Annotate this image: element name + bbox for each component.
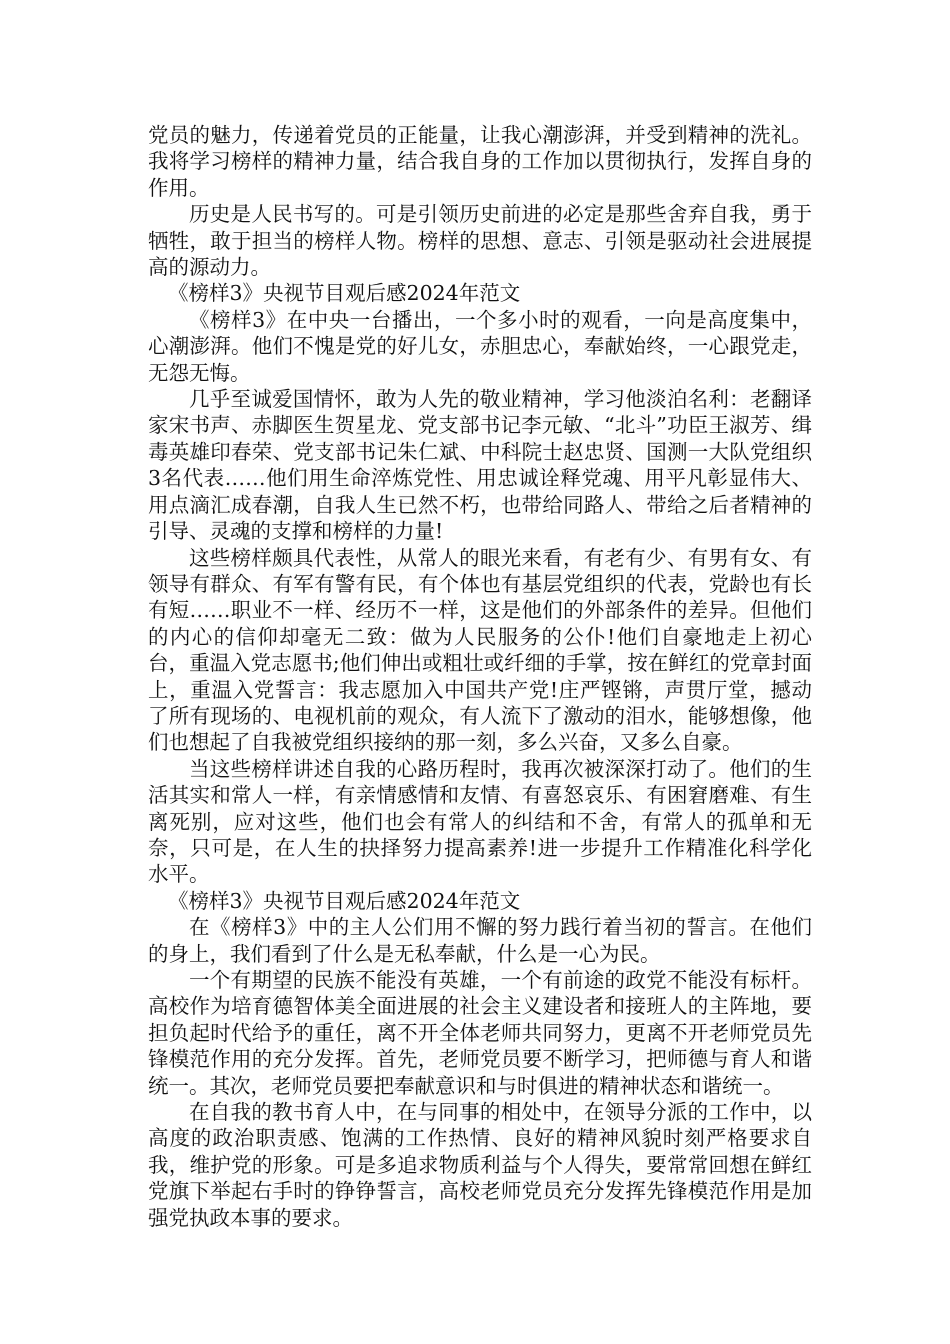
paragraph: 在自我的教书育人中，在与同事的相处中，在领导分派的工作中，以高度的政治职责感、饱满的工作热情、良好的精神风貌时刻严格要求自我，维护党的形象。可是多追求物质利益与个人得失，要常常回想在鲜红党旗下举起右手时的铮铮誓言，高校老师党员充分发挥先锋模范作用是加强党执政本事的要求。 [148,1100,812,1230]
paragraph: 一个有期望的民族不能没有英雄，一个有前途的政党不能没有标杆。高校作为培育德智体美全面进展的社会主义建设者和接班人的主阵地，要担负起时代给予的重任，离不开全体老师共同努力，更离不开老师党员先锋模范作用的充分发挥。首先，老师党员要不断学习，把师德与育人和谐统一。其次，老师党员要把奉献意识和与时俱进的精神状态和谐统一。 [148,968,812,1098]
paragraph: 党员的魅力，传递着党员的正能量，让我心潮澎湃，并受到精神的洗礼。我将学习榜样的精神力量，结合我自身的工作加以贯彻执行，发挥自身的作用。 [148,123,812,200]
paragraph: 《榜样3》在中央一台播出，一个多小时的观看，一向是高度集中，心潮澎湃。他们不愧是党的好儿女，赤胆忠心，奉献始终，一心跟党走，无怨无悔。 [148,307,812,385]
paragraph: 当这些榜样讲述自我的心路历程时，我再次被深深打动了。他们的生活其实和常人一样，有亲情感情和友情、有喜怒哀乐、有困窘磨难、有生离死别，应对这些，他们也会有常人的纠结和不舍，有常人的孤单和无奈，只可是，在人生的抉择努力提高素养!进一步提升工作精准化科学化水平。 [148,756,812,887]
document-body [148,122,812,1231]
paragraph: 在《榜样3》中的主人公们用不懈的努力践行着当初的誓言。在他们的身上，我们看到了什么是无私奉献，什么是一心为民。 [148,915,812,966]
paragraph: 几乎至诚爱国情怀，敢为人先的敬业精神，学习他淡泊名利：老翻译家宋书声、赤脚医生贺星龙、党支部书记李元敏、“北斗”功臣王淑芳、缉毒英雄印春荣、党支部书记朱仁斌、中科院士赵忠贤、国测一大队党组织3名代表……他们用生命淬炼党性、用忠诚诠释党魂、用平凡彰显伟大、用点滴汇成春潮，自我人生已然不朽，也带给同路人、带给之后者精神的引导、灵魂的支撑和榜样的力量! [148,387,812,544]
paragraph: 历史是人民书写的。可是引领历史前进的必定是那些舍弃自我，勇于牺牲，敢于担当的榜样人物。榜样的思想、意志、引领是驱动社会进展提高的源动力。 [148,202,812,280]
section-heading: 《榜样3》央视节目观后感2024年范文 [168,281,521,306]
paragraph: 这些榜样颇具代表性，从常人的眼光来看，有老有少、有男有女、有领导有群众、有军有警有民，有个体也有基层党组织的代表，党龄也有长有短……职业不一样、经历不一样，这是他们的外部条件的差异。但他们的内心的信仰却毫无二致：做为人民服务的公仆!他们自豪地走上初心台，重温入党志愿书;他们伸出或粗壮或纤细的手掌，按在鲜红的党章封面上，重温入党誓言：我志愿加入中国共产党!庄严铿锵，声贯厅堂，撼动了所有现场的、电视机前的观众，有人流下了激动的泪水，能够想像，他们也想起了自我被党组织接纳的那一刻，多么兴奋，又多么自豪。 [148,545,812,755]
section-heading: 《榜样3》央视节目观后感2024年范文 [168,888,521,913]
